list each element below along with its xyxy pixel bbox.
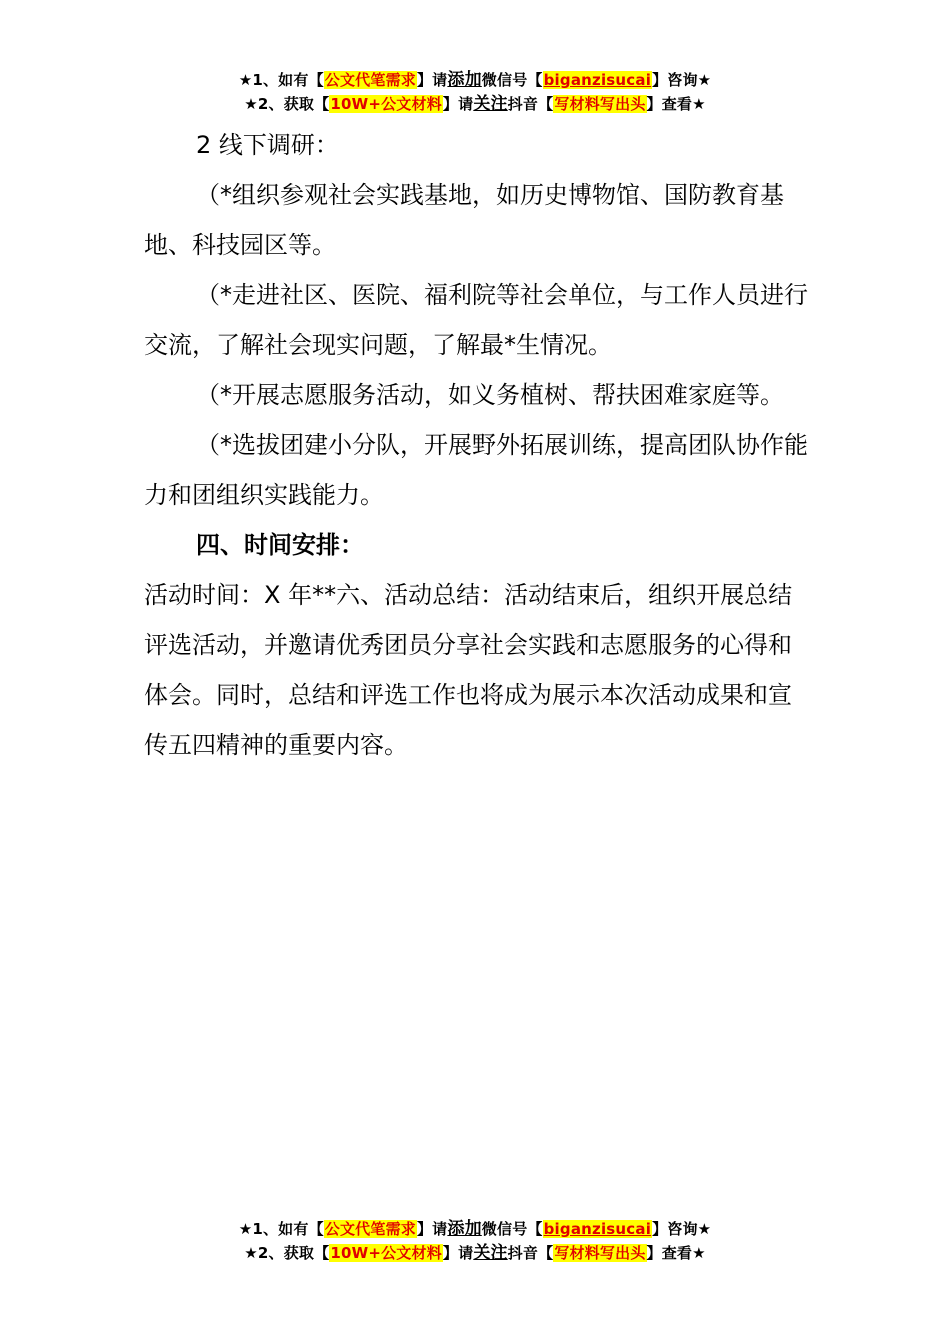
paragraph-volunteer-service: （*开展志愿服务活动，如义务植树、帮扶困难家庭等。 xyxy=(196,381,784,409)
paragraph-schedule-summary: 活动时间：X 年**六、活动总结：活动结束后，组织开展总结评选活动，并邀请优秀团员分享社会实践和志愿服务的心得和体会。同时，总结和评选工作也将成为展示本次活动成果和宣传五四精神的重要内容。 xyxy=(144,581,793,759)
banner-douyin-id: 写材料写出头 xyxy=(554,95,646,113)
paragraph-team-training: （*选拔团建小分队，开展野外拓展训练，提高团队协作能力和团组织实践能力。 xyxy=(144,431,808,509)
banner-text: 】请 xyxy=(442,1244,474,1262)
banner-text: 微信号【 xyxy=(481,1220,543,1238)
banner-text: 】咨询★ xyxy=(652,71,712,89)
banner-text: 微信号【 xyxy=(481,71,543,89)
banner-line-1 xyxy=(0,68,950,92)
banner-highlight-materials: 10W+公文材料 xyxy=(330,1244,442,1262)
banner-underline-add: 添加 xyxy=(447,70,482,90)
banner-text: ★2、获取【 xyxy=(244,1244,330,1262)
banner-highlight-materials: 10W+公文材料 xyxy=(330,95,442,113)
section-heading-schedule: 四、时间安排： xyxy=(196,531,364,559)
banner-highlight-service: 公文代笔需求 xyxy=(324,71,416,89)
banner-text: 】请 xyxy=(416,71,448,89)
banner-line-1 xyxy=(0,1217,950,1241)
paragraph-visit-bases: （*组织参观社会实践基地，如历史博物馆、国防教育基地、科技园区等。 xyxy=(144,181,784,259)
banner-underline-follow: 关注 xyxy=(473,1243,508,1263)
banner-text: ★2、获取【 xyxy=(244,95,330,113)
banner-douyin-id: 写材料写出头 xyxy=(554,1244,646,1262)
banner-underline-follow: 关注 xyxy=(473,94,508,114)
banner-highlight-service: 公文代笔需求 xyxy=(324,1220,416,1238)
banner-text: 抖音【 xyxy=(507,1244,554,1262)
banner-wechat-id: biganzisucai xyxy=(543,71,652,89)
banner-text: ★1、如有【 xyxy=(238,1220,324,1238)
top-banner xyxy=(0,68,950,116)
paragraph-offline-research: 2 线下调研： xyxy=(196,131,339,159)
banner-text: 】咨询★ xyxy=(652,1220,712,1238)
banner-text: 】查看★ xyxy=(646,95,706,113)
document-body xyxy=(144,120,809,770)
banner-text: 抖音【 xyxy=(507,95,554,113)
banner-text: ★1、如有【 xyxy=(238,71,324,89)
banner-line-2 xyxy=(0,92,950,116)
bottom-banner xyxy=(0,1217,950,1265)
banner-wechat-id: biganzisucai xyxy=(543,1220,652,1238)
paragraph-community-visit: （*走进社区、医院、福利院等社会单位，与工作人员进行交流，了解社会现实问题，了解最*生情况。 xyxy=(144,281,808,359)
banner-underline-add: 添加 xyxy=(447,1219,482,1239)
banner-text: 】查看★ xyxy=(646,1244,706,1262)
banner-line-2 xyxy=(0,1241,950,1265)
banner-text: 】请 xyxy=(442,95,474,113)
banner-text: 】请 xyxy=(416,1220,448,1238)
